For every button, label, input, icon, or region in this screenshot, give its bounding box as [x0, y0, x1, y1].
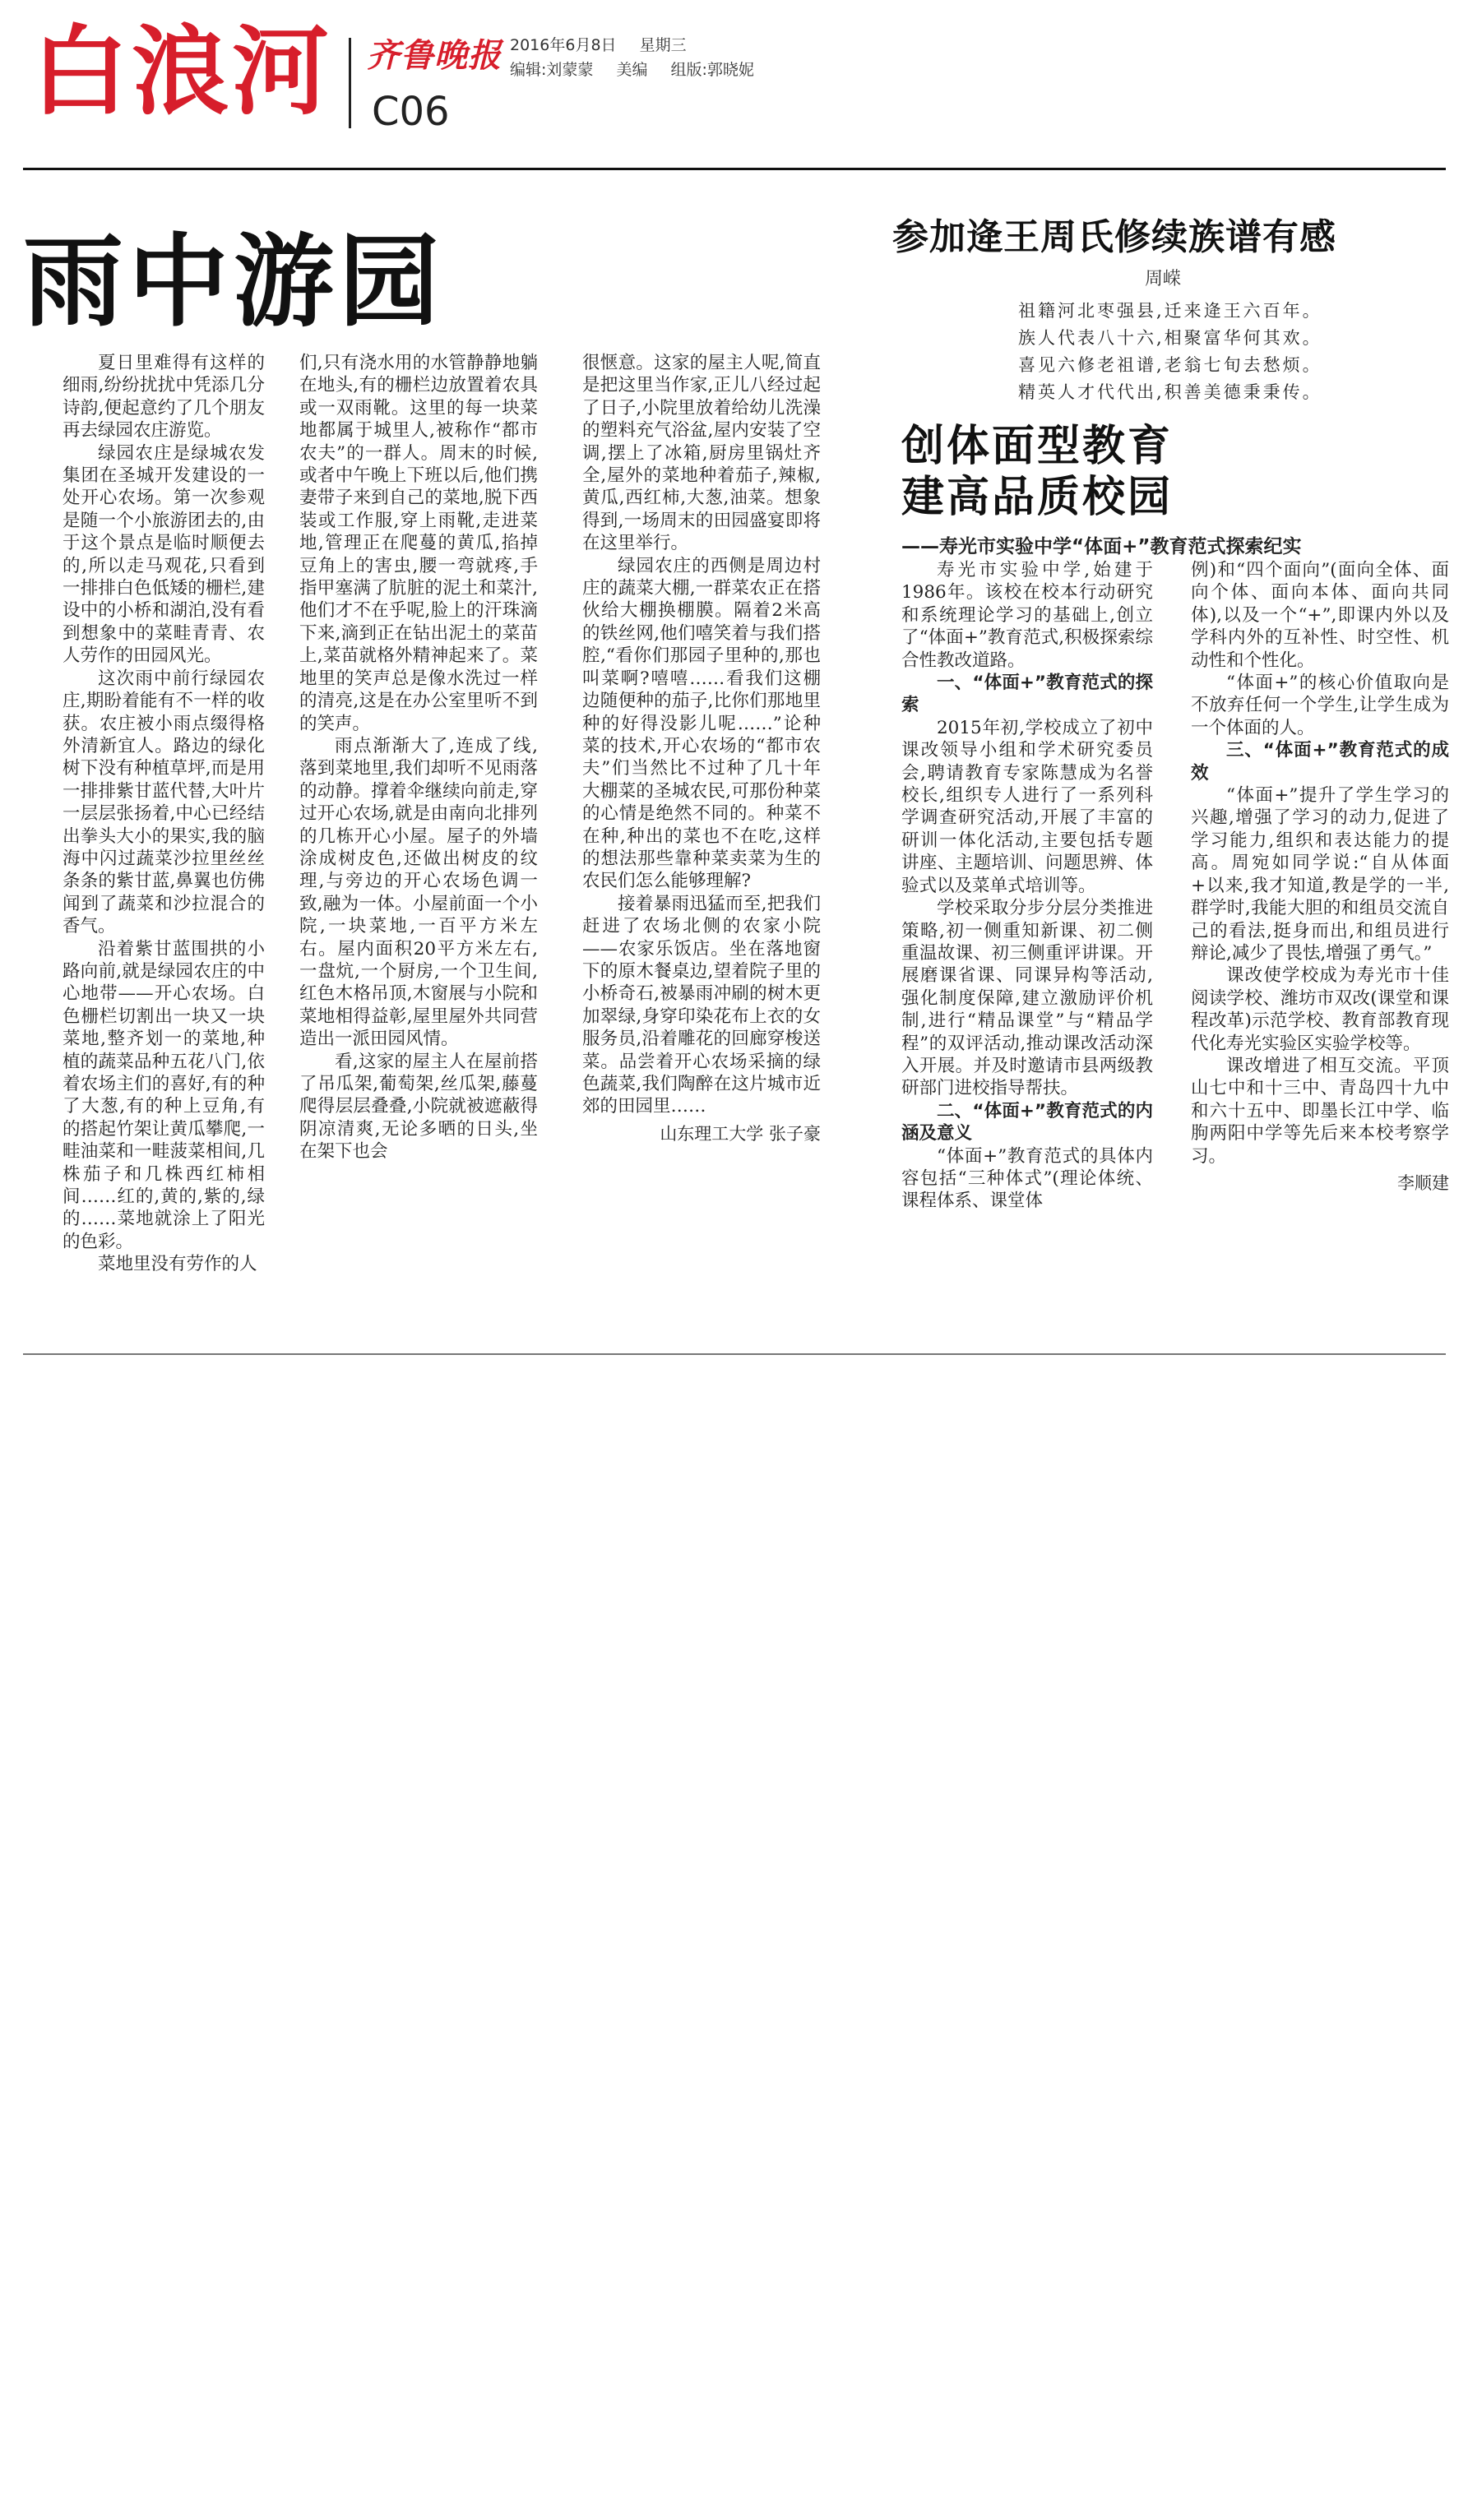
poem-line: 精英人才代代出,积善美德秉秉传。 — [1018, 382, 1322, 402]
top-rule — [23, 168, 1446, 170]
edu-byline: 李顺建 — [1397, 1172, 1449, 1193]
poem-title: 参加逄王周氏修续族谱有感 — [892, 216, 1336, 258]
paragraph: 学校采取分步分层分类推进策略,初一侧重知新课、初二侧重温故课、初三侧重评讲课。开展磨课省课、同课异构等活动,强化制度保障,建立激励评价机制,进行“精品课堂”与“精品学程”的双评活动,推动课改活动深入开展。并及时邀请市县两级教研部门进校指导帮扶。 — [901, 898, 1153, 1099]
paragraph: 很惬意。这家的屋主人呢,简直是把这里当作家,正儿八经过起了日子,小院里放着给幼儿洗澡的塑料充气浴盆,屋内安装了空调,摆上了冰箱,厨房里锅灶齐全,屋外的菜地种着茄子,辣椒,黄瓜,西红柿,大葱,油菜。想象得到,一场周末的田园盛宴即将在这里举行。 — [582, 353, 821, 554]
edu-subtitle: ——寿光市实验中学“体面+”教育范式探索纪实 — [901, 536, 1302, 557]
paragraph: 们,只有浇水用的水管静静地躺在地头,有的栅栏边放置着农具或一双雨靴。这里的每一块菜地都属于城里人,被称作“都市农夫”的一群人。周末的时候,或者中午晚上下班以后,他们携妻带子来到自己的菜地,脱下西装或工作服,穿上雨靴,走进菜地,管理正在爬蔓的黄瓜,掐掉豆角上的害虫,腰一弯就疼,手指甲塞满了肮脏的泥土和菜汁,他们才不在乎呢,脸上的汗珠滴下来,滴到正在钻出泥土的菜苗上,菜苗就格外精神起来了。菜地里的笑声总是像水洗过一样的清亮,这是在办公室里听不到的笑声。 — [299, 353, 538, 734]
section-heading: 三、“体面+”教育范式的成效 — [1191, 740, 1449, 784]
article-column-3 — [582, 352, 821, 1339]
poem-body — [1018, 298, 1322, 406]
section-heading: 一、“体面+”教育范式的探索 — [901, 673, 1153, 716]
paragraph: 接着暴雨迅猛而至,把我们赶进了农场北侧的农家小院——农家乐饭店。坐在落地窗下的原木餐桌边,望着院子里的小桥奇石,被暴雨冲刷的树木更加翠绿,身穿印染花布上衣的女服务员,沿着雕花的回廊穿梭送菜。品尝着开心农场采摘的绿色蔬菜,我们陶醉在这片城市近郊的田园里…… — [582, 893, 821, 1117]
paragraph: 这次雨中前行绿园农庄,期盼着能有不一样的收获。农庄被小雨点缀得格外清新宜人。路边的绿化树下没有种植草坪,而是用一排排紫甘蓝代替,大叶片一层层张扬着,中心已经结出拳头大小的果实,我的脑海中闪过蔬菜沙拉里丝丝条条的紫甘蓝,鼻翼也仿佛闻到了蔬菜和沙拉混合的香气。 — [63, 668, 265, 937]
paragraph: “体面+”教育范式的具体内容包括“三种体式”(理论体统、课程体系、课堂体 — [901, 1145, 1153, 1212]
paragraph: 夏日里难得有这样的细雨,纷纷扰扰中凭添几分诗韵,便起意约了几个朋友再去绿园农庄游览。 — [63, 353, 265, 442]
edu-headline — [901, 421, 1173, 523]
paragraph: 看,这家的屋主人在屋前搭了吊瓜架,葡萄架,丝瓜架,藤蔓爬得层层叠叠,小院就被遮蔽得阴凉清爽,无论多晒的日头,坐在架下也会 — [299, 1051, 538, 1163]
bottom-rule — [23, 1353, 1446, 1355]
paragraph: 寿光市实验中学,始建于1986年。该校在校本行动研究和系统理论学习的基础上,创立了“体面+”教育范式,积极探索综合性教改道路。 — [901, 560, 1153, 671]
article-column-2 — [299, 352, 538, 1339]
edu-column-2 — [1191, 559, 1449, 1348]
issue-date: 2016年6月8日 — [510, 36, 617, 54]
newspaper-logo: 齐鲁晚报 — [367, 36, 502, 75]
issue-weekday: 星期三 — [639, 36, 687, 54]
article-column-1 — [63, 352, 265, 1339]
poem-author: 周嵘 — [1145, 269, 1182, 289]
paragraph: “体面+”提升了学生学习的兴趣,增强了学习的动力,促进了学习能力,组织和表达能力的提高。周宛如同学说:“自从体面+以来,我才知道,教是学的一半,群学时,我能大胆的和组员交流自己的看法,挺身而出,和组员进行辩论,减少了畏怯,增强了勇气。” — [1191, 785, 1449, 964]
article-byline: 山东理工大学 张子豪 — [660, 1123, 821, 1144]
edu-column-1 — [901, 559, 1153, 1348]
paragraph: 2015年初,学校成立了初中课改领导小组和学术研究委员会,聘请教育专家陈慧成为名誉校长,组织专人进行了一系列科学调查研究活动,开展了丰富的研训一体化活动,主要包括专题讲座、主题培训、问题思辨、体验式以及菜单式培训等。 — [901, 717, 1153, 896]
page-number: C06 — [372, 89, 450, 135]
paragraph: 绿园农庄是绿城农发集团在圣城开发建设的一处开心农场。第一次参观是随一个小旅游团去的,由于这个景点是临时顺便去的,所以走马观花,只看到一排排白色低矮的栅栏,建设中的小桥和湖泊,没有看到想象中的菜畦青青、农人劳作的田园风光。 — [63, 442, 265, 667]
paragraph: 绿园农庄的西侧是周边村庄的蔬菜大棚,一群菜农正在搭伙给大棚换棚膜。隔着2米高的铁丝网,他们嘻笑着与我们搭腔,“看你们那园子里种的,那也叫菜啊?嘻嘻……看我们这棚边随便种的茄子,比你们那地里种的好得没影儿呢……”论种菜的技术,开心农场的“都市农夫”们当然比不过种了几十年大棚菜的圣城农民,可那份种菜的心情是绝然不同的。种菜不在种,种出的菜也不在吃,这样的想法那些靠种菜卖菜为生的农民们怎么能够理解? — [582, 555, 821, 892]
paragraph: 课改使学校成为寿光市十佳阅读学校、潍坊市双改(课堂和课程改革)示范学校、教育部教育现代化寿光实验区实验学校等。 — [1191, 965, 1449, 1054]
paragraph: 雨点渐渐大了,连成了线,落到菜地里,我们却听不见雨落的动静。撑着伞继续向前走,穿过开心农场,就是由南向北排列的几栋开心小屋。屋子的外墙涂成树皮色,还做出树皮的纹理,与旁边的开心农场色调一致,融为一体。小屋前面一个小院,一块菜地,一百平方米左右。屋内面积20平方米左右,一盘炕,一个厨房,一个卫生间,红色木格吊顶,木窗展与小院和菜地相得益彰,屋里屋外共同营造出一派田园风情。 — [299, 735, 538, 1050]
edu-headline-line: 建高品质校园 — [901, 473, 1174, 522]
issue-meta — [510, 33, 772, 82]
editor-credit: 编辑:刘蒙蒙 — [510, 61, 594, 79]
section-heading: 二、“体面+”教育范式的内涵及意义 — [901, 1100, 1153, 1144]
poem-line: 族人代表八十六,相聚富华何其欢。 — [1018, 328, 1322, 348]
paragraph: 例)和“四个面向”(面向全体、面向个体、面向本体、面向共同体),以及一个“+”,即课内外以及学科内外的互补性、时空性、机动性和个性化。 — [1191, 560, 1449, 671]
layout-credit: 组版:郭晓妮 — [670, 61, 754, 79]
poem-line: 祖籍河北枣强县,迁来逄王六百年。 — [1018, 301, 1322, 321]
header-divider — [349, 38, 351, 128]
designer-credit: 美编 — [616, 61, 648, 79]
paragraph: 课改增进了相互交流。平顶山七中和十三中、青岛四十九中和六十五中、即墨长江中学、临朐两阳中学等先后来本校考察学习。 — [1191, 1055, 1449, 1167]
paragraph: 菜地里没有劳作的人 — [98, 1254, 257, 1275]
paragraph: 沿着紫甘蓝围拱的小路向前,就是绿园农庄的中心地带——开心农场。白色栅栏切割出一块又一块菜地,整齐划一的菜地,种植的蔬菜品种五花八门,依着农场主们的喜好,有的种了大葱,有的种上豆角,有的搭起竹架让黄瓜攀爬,一畦油菜和一畦菠菜相间,几株茄子和几株西红柿相间……红的,黄的,紫的,绿的……菜地就涂上了阳光的色彩。 — [63, 938, 265, 1252]
section-title: 白浪河 — [31, 15, 333, 128]
article-headline: 雨中游园 — [23, 224, 444, 340]
paragraph: “体面+”的核心价值取向是不放弃任何一个学生,让学生成为一个体面的人。 — [1191, 673, 1449, 738]
poem-line: 喜见六修老祖谱,老翁七旬去愁烦。 — [1018, 355, 1322, 375]
edu-headline-line: 创体面型教育 — [901, 422, 1174, 471]
